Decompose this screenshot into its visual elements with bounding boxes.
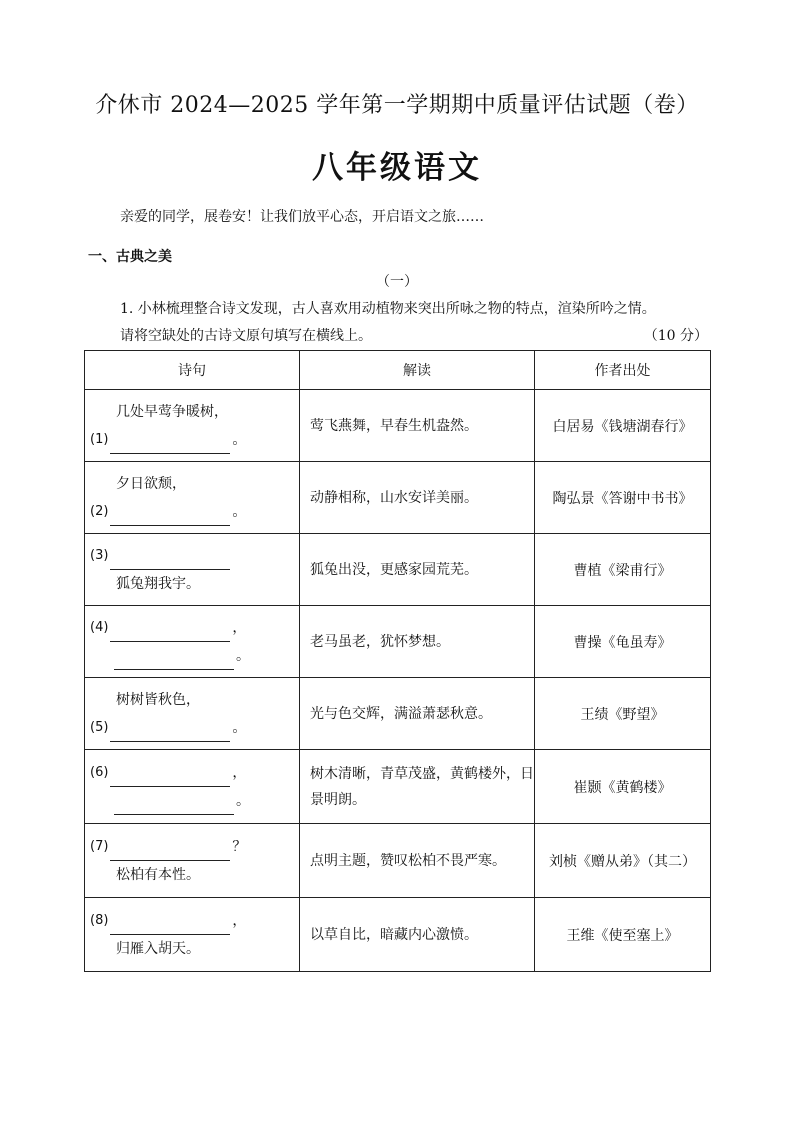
exam-title: 介休市 2024—2025 学年第一学期期中质量评估试题（卷） xyxy=(95,93,699,118)
blank-punctuation: ？ xyxy=(232,838,247,855)
poem-cell xyxy=(85,462,300,534)
poem-cell xyxy=(85,390,300,462)
blank-punctuation: ， xyxy=(232,912,247,929)
blank-punctuation: 。 xyxy=(232,503,247,520)
poem-blank-line xyxy=(90,787,299,815)
interpretation-cell: 树木清晰，青草茂盛，黄鹤楼外，日景明朗。 xyxy=(300,750,535,824)
poem-blank-line xyxy=(90,714,299,742)
blank-number: (8) xyxy=(90,912,109,928)
table-row xyxy=(85,606,711,678)
answer-blank[interactable] xyxy=(110,768,230,787)
poem-given-line: 树树皆秋色， xyxy=(116,691,200,708)
poem-blank-line xyxy=(90,907,299,935)
source-cell: 白居易《钱塘湖春行》 xyxy=(535,390,711,462)
table-row xyxy=(85,898,711,972)
answer-blank[interactable] xyxy=(110,842,230,861)
poem-given-line: 夕日欲颓， xyxy=(116,475,186,492)
poem-blank-line xyxy=(90,498,299,526)
poem-blank-line xyxy=(90,642,299,670)
blank-punctuation: 。 xyxy=(236,647,250,664)
section-heading: 一、古典之美 xyxy=(88,249,172,265)
poem-given-line: 狐兔翔我宇。 xyxy=(116,575,200,592)
blank-number: (6) xyxy=(90,764,109,780)
answer-blank[interactable] xyxy=(110,723,230,742)
header-source: 作者出处 xyxy=(535,351,711,390)
source-cell: 曹植《梁甫行》 xyxy=(535,534,711,606)
poem-cell xyxy=(85,824,300,898)
poem-cell xyxy=(85,898,300,972)
poem-given-line: 几处早莺争暖树， xyxy=(116,403,228,420)
poem-blank-line xyxy=(90,542,299,570)
blank-punctuation: 。 xyxy=(232,431,247,448)
question-prompt-line2: 请将空缺处的古诗文原句填写在横线上。 xyxy=(120,328,372,344)
source-cell: 崔颢《黄鹤楼》 xyxy=(535,750,711,824)
greeting-text: 亲爱的同学，展卷安！让我们放平心态，开启语文之旅…… xyxy=(120,209,484,225)
blank-number: (7) xyxy=(90,838,109,854)
blank-number: (5) xyxy=(90,719,109,735)
poem-cell xyxy=(85,534,300,606)
answer-blank[interactable] xyxy=(110,435,230,454)
answer-blank[interactable] xyxy=(110,507,230,526)
answer-blank[interactable] xyxy=(110,623,230,642)
poem-cell xyxy=(85,750,300,824)
poem-blank-line xyxy=(90,833,299,861)
blank-punctuation: 。 xyxy=(236,792,250,809)
source-cell: 王维《使至塞上》 xyxy=(535,898,711,972)
poem-cell xyxy=(85,678,300,750)
interpretation-cell: 老马虽老，犹怀梦想。 xyxy=(300,606,535,678)
table-row xyxy=(85,462,711,534)
source-cell: 陶弘景《答谢中书书》 xyxy=(535,462,711,534)
blank-number: (3) xyxy=(90,547,109,563)
answer-blank[interactable] xyxy=(110,551,230,570)
question-score: （10 分） xyxy=(643,328,708,344)
subject-title: 八年级语文 xyxy=(312,150,482,186)
interpretation-cell: 狐兔出没，更感家园荒芜。 xyxy=(300,534,535,606)
poem-given-line: 归雁入胡天。 xyxy=(116,940,200,957)
part-label: （一） xyxy=(376,274,418,290)
blank-number: (4) xyxy=(90,619,109,635)
question-prompt-line1: 1. 小林梳理整合诗文发现，古人喜欢用动植物来突出所咏之物的特点，渲染所吟之情。 xyxy=(120,301,656,317)
blank-punctuation: ， xyxy=(232,764,247,781)
interpretation-cell: 光与色交辉，满溢萧瑟秋意。 xyxy=(300,678,535,750)
source-cell: 王绩《野望》 xyxy=(535,678,711,750)
answer-blank[interactable] xyxy=(110,916,230,935)
interpretation-cell: 点明主题，赞叹松柏不畏严寒。 xyxy=(300,824,535,898)
header-poem: 诗句 xyxy=(85,351,300,390)
poem-cell xyxy=(85,606,300,678)
blank-number: (2) xyxy=(90,503,109,519)
table-row xyxy=(85,678,711,750)
blank-punctuation: 。 xyxy=(232,719,247,736)
poem-given-line: 松柏有本性。 xyxy=(116,866,200,883)
poem-blank-line xyxy=(90,759,299,787)
table-header-row xyxy=(85,351,711,390)
table-row xyxy=(85,750,711,824)
header-interpretation: 解读 xyxy=(300,351,535,390)
poem-table xyxy=(84,350,711,972)
answer-blank[interactable] xyxy=(114,796,234,815)
source-cell: 曹操《龟虽寿》 xyxy=(535,606,711,678)
interpretation-cell: 以草自比，暗藏内心激愤。 xyxy=(300,898,535,972)
poem-blank-line xyxy=(90,426,299,454)
table-row xyxy=(85,824,711,898)
source-cell: 刘桢《赠从弟》（其二） xyxy=(535,824,711,898)
interpretation-cell: 动静相称，山水安详美丽。 xyxy=(300,462,535,534)
interpretation-cell: 莺飞燕舞，早春生机盎然。 xyxy=(300,390,535,462)
blank-punctuation: ， xyxy=(232,619,247,636)
answer-blank[interactable] xyxy=(114,651,234,670)
table-row xyxy=(85,390,711,462)
poem-blank-line xyxy=(90,614,299,642)
blank-number: (1) xyxy=(90,431,109,447)
table-row xyxy=(85,534,711,606)
